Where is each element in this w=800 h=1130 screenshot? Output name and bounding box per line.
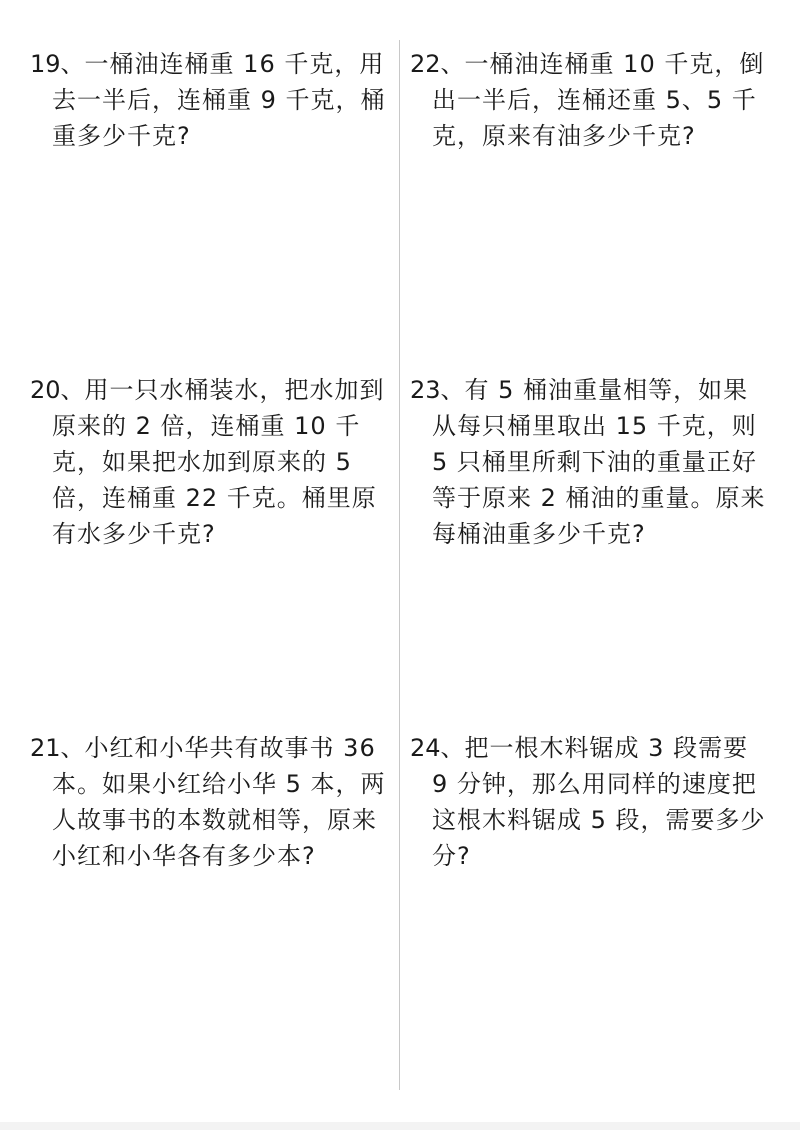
problem-22-number: 22、 [410,50,465,78]
problem-19 [30,46,392,154]
column-divider [399,40,400,1090]
problem-23-number: 23、 [410,376,465,404]
problem-19-body: 一桶油连桶重 16 千克，用去一半后，连桶重 9 千克，桶重多少千克? [52,50,386,150]
problem-21 [30,730,392,874]
problem-24-number: 24、 [410,734,465,762]
problem-24-text [410,730,772,874]
problem-23-text [410,372,772,552]
problem-22-text [410,46,772,154]
problem-21-text [30,730,392,874]
problem-20-number: 20、 [30,376,85,404]
problem-20 [30,372,392,552]
problem-22-body: 一桶油连桶重 10 千克，倒出一半后，连桶还重 5、5 千克，原来有油多少千克? [432,50,765,150]
problem-20-body: 用一只水桶装水，把水加到原来的 2 倍，连桶重 10 千克，如果把水加到原来的 5 倍，连桶重 22 千克。桶里原有水多少千克? [52,376,385,548]
problem-21-body: 小红和小华共有故事书 36 本。如果小红给小华 5 本，两人故事书的本数就相等，原来小红和小华各有多少本? [52,734,386,870]
page-bottom-edge [0,1122,800,1130]
problem-22 [410,46,772,154]
problem-24 [410,730,772,874]
problem-19-text [30,46,392,154]
problem-23-body: 有 5 桶油重量相等，如果从每只桶里取出 15 千克，则 5 只桶里所剩下油的重量正好等于原来 2 桶油的重量。原来每桶油重多少千克? [432,376,766,548]
problem-20-text [30,372,392,552]
problem-21-number: 21、 [30,734,85,762]
problem-19-number: 19、 [30,50,85,78]
problem-23 [410,372,772,552]
problem-24-body: 把一根木料锯成 3 段需要 9 分钟，那么用同样的速度把这根木料锯成 5 段，需要多少分? [432,734,766,870]
